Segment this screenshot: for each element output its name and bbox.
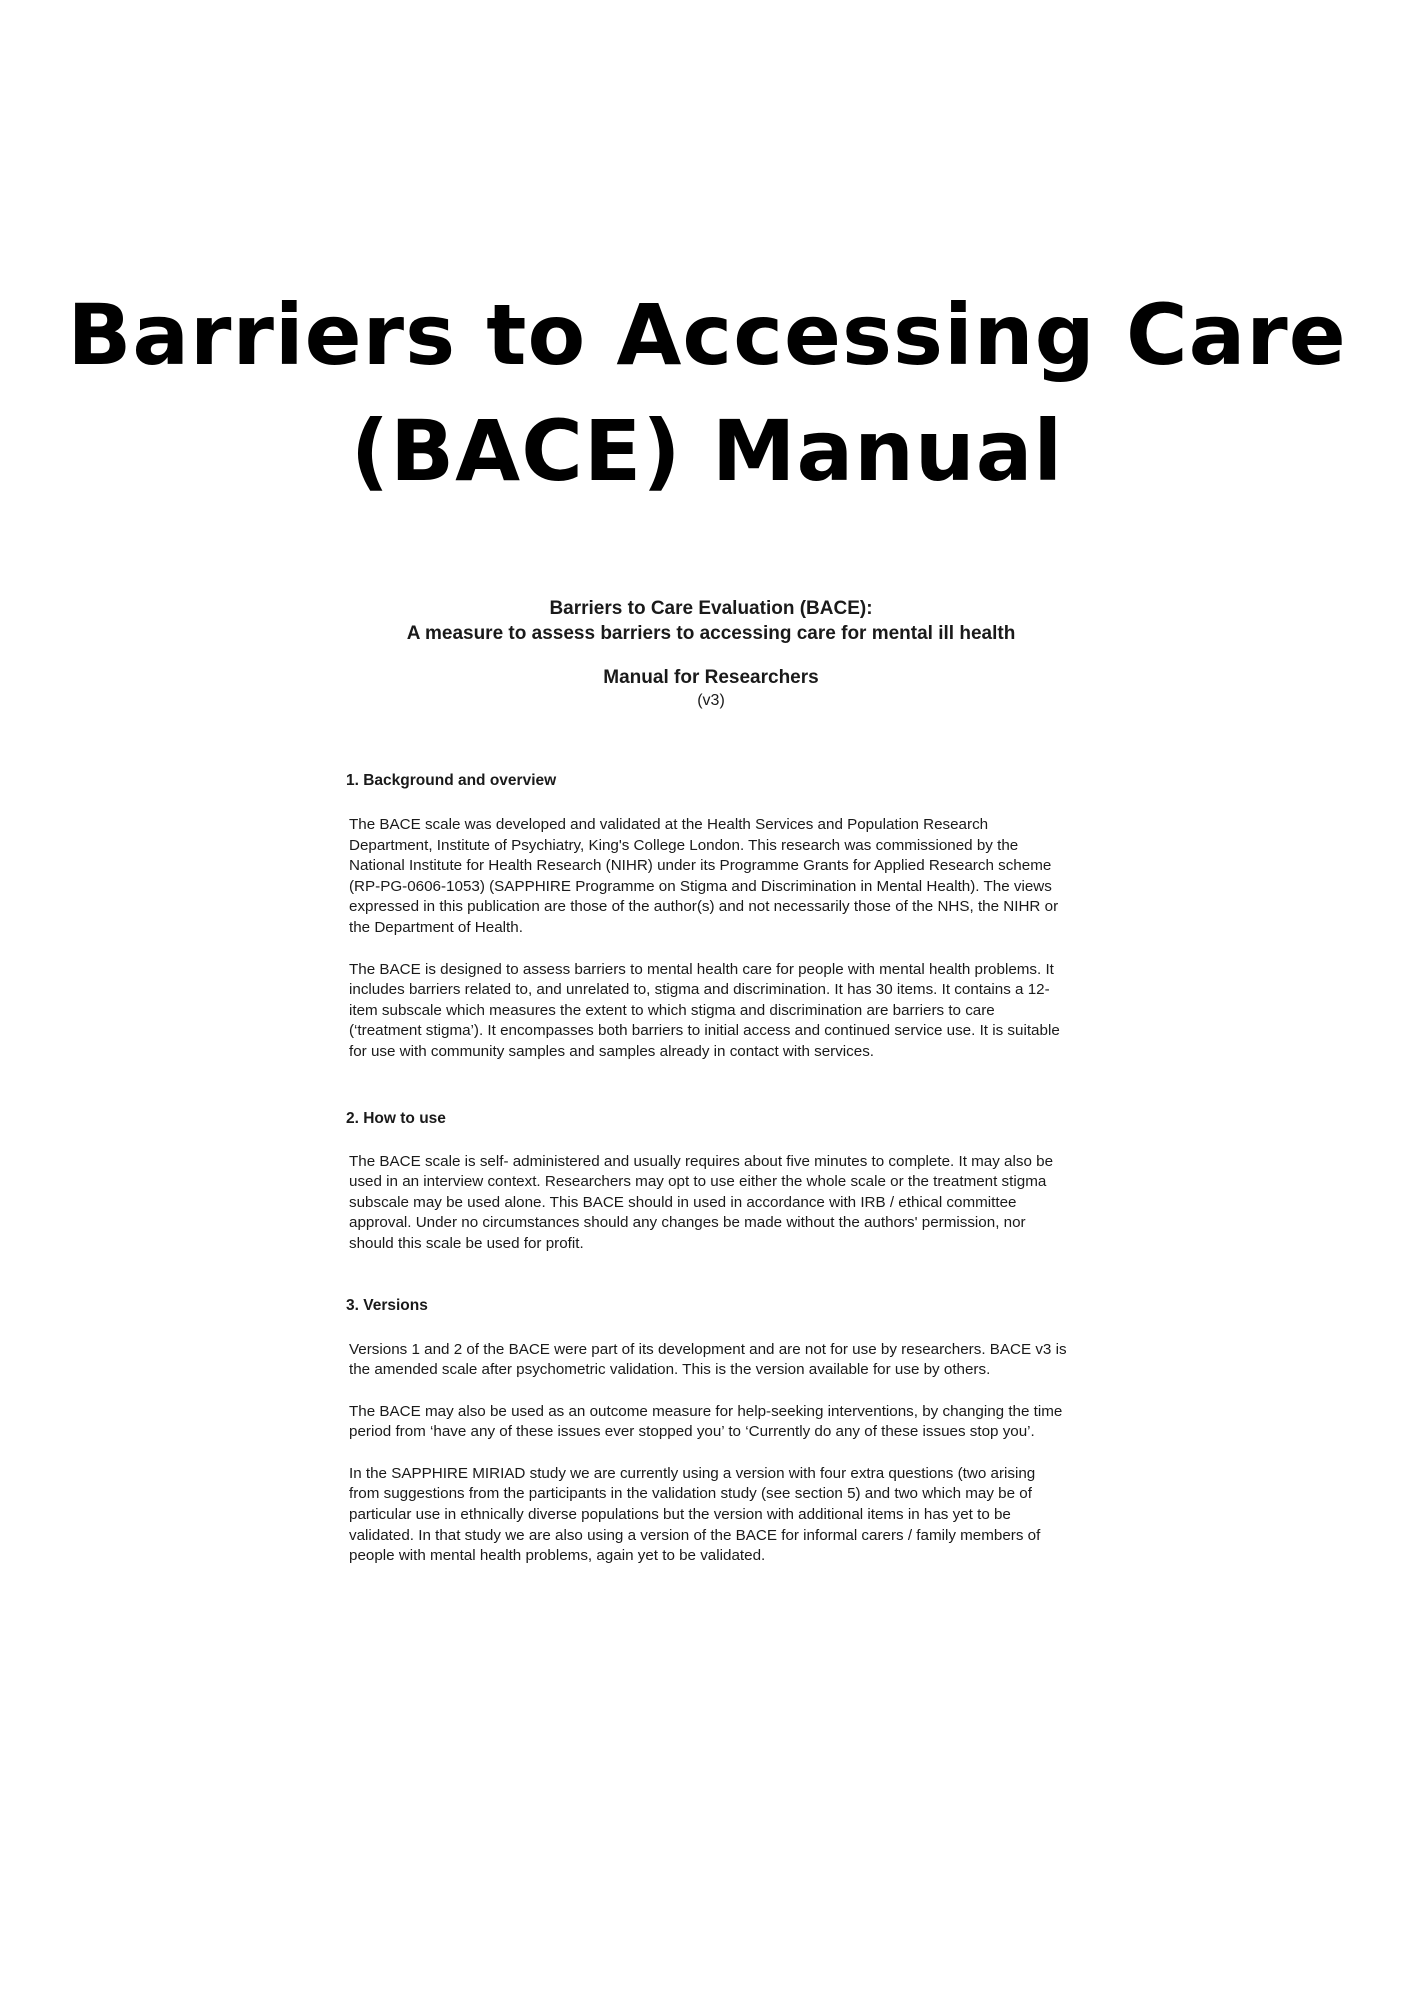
section-versions [346,1296,1076,1567]
manual-title: Manual for Researchers [603,667,819,688]
section-paragraph: Versions 1 and 2 of the BACE were part of its development and are not for use by researchers. BACE v3 is the amended scale after psychometric validation. This is the version available for use by others. [349,1340,1067,1379]
document-heading-line-1: Barriers to Care Evaluation (BACE): [549,598,873,619]
section-paragraph: The BACE may also be used as an outcome measure for help-seeking interventions, by changing the time period from ‘have any of these issues ever stopped you’ to ‘Currently do any of these issues stop you’. [349,1402,1063,1441]
section-heading: 1. Background and overview [346,772,557,789]
section-paragraph: In the SAPPHIRE MIRIAD study we are currently using a version with four extra questions (two arising from suggestions from the participants in the validation study (see section 5) and two which may be of particular use in ethnically diverse populations but the version with additional items in has yet to be validated. In that study we are also using a version of the BACE for informal carers / family members of people with mental health problems, again yet to be validated. [349,1464,1041,1565]
cover-title-line-2: (BACE) Manual [350,402,1064,500]
section-paragraph: The BACE scale is self- administered and usually requires about five minutes to complete. It may also be used in an interview context. Researchers may opt to use either the whole scale or the treatment stigma subscale may be used alone. This BACE should in used in accordance with IRB / ethical committee approval. Under no circumstances should any changes be made without the authors' permission, nor should this scale be used for profit. [349,1152,1054,1252]
cover-title-line-1: Barriers to Accessing Care [67,286,1347,384]
document-heading [346,596,1076,646]
version-label: (v3) [697,692,725,709]
section-heading: 3. Versions [346,1296,428,1314]
section-background [346,771,1076,1063]
cover-title [0,277,1414,509]
section-how-to-use [346,1109,1076,1255]
document-page [346,596,1076,1567]
section-paragraph: The BACE is designed to assess barriers to mental health care for people with mental health problems. It includes barriers related to, and unrelated to, stigma and discrimination. It has 30 items. It contains a 12-item subscale which measures the extent to which stigma and discrimination are barriers to care (‘treatment stigma’). It encompasses both barriers to initial access and continued service use. It is suitable for use with community samples and samples already in contact with services. [349,960,1060,1060]
section-heading: 2. How to use [346,1109,446,1127]
section-paragraph: The BACE scale was developed and validated at the Health Services and Population Research Department, Institute of Psychiatry, King's College London. This research was commissioned by the National Institute for Health Research (NIHR) under its Programme Grants for Applied Research scheme (RP-PG-0606-1053) (SAPPHIRE Programme on Stigma and Discrimination in Mental Health). The views expressed in this publication are those of the author(s) and not necessarily those of the NHS, the NIHR or the Department of Health. [349,816,1059,936]
document-heading-line-2: A measure to assess barriers to accessing care for mental ill health [406,623,1016,644]
